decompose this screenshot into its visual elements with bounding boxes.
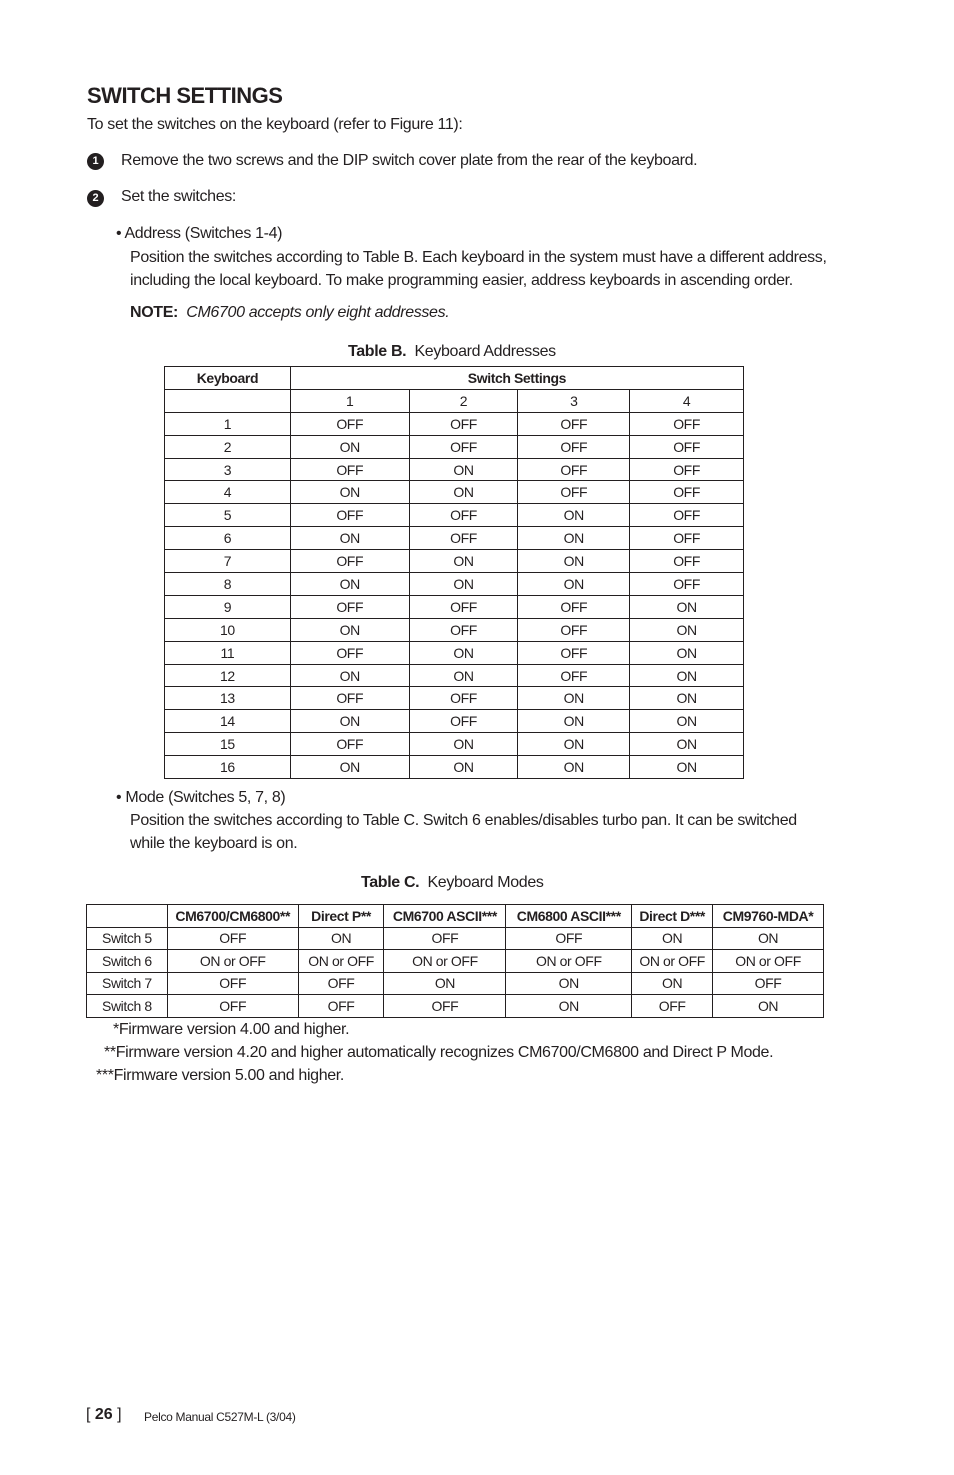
switch-setting-cell: ON xyxy=(409,481,518,504)
keyboard-modes-table xyxy=(86,904,824,1018)
mode-description-line-2: while the keyboard is on. xyxy=(130,835,298,852)
table-c-caption xyxy=(361,874,544,892)
table-row xyxy=(87,995,824,1018)
switch-setting-cell: OFF xyxy=(409,435,518,458)
mode-setting-cell: ON or OFF xyxy=(167,950,298,973)
switch-setting-cell: OFF xyxy=(518,641,630,664)
mode-setting-cell: ON xyxy=(506,972,632,995)
keyboard-address-cell: 2 xyxy=(165,435,291,458)
table-row xyxy=(165,641,744,664)
switch-setting-cell: OFF xyxy=(518,412,630,435)
keyboard-address-cell: 7 xyxy=(165,550,291,573)
switch-setting-cell: OFF xyxy=(630,550,744,573)
switch-number-header: 4 xyxy=(630,389,744,412)
switch-setting-cell: OFF xyxy=(409,527,518,550)
mode-setting-cell: OFF xyxy=(298,972,384,995)
table-b-caption-text: Keyboard Addresses xyxy=(414,343,556,360)
table-row xyxy=(165,412,744,435)
keyboard-address-cell: 4 xyxy=(165,481,291,504)
keyboard-address-cell: 13 xyxy=(165,687,291,710)
keyboard-address-cell: 11 xyxy=(165,641,291,664)
table-row xyxy=(165,435,744,458)
address-description-line-1: Position the switches according to Table B. Each keyboard in the system must have a different address, xyxy=(130,249,827,266)
switch-setting-cell: OFF xyxy=(290,733,409,756)
footnote-1: *Firmware version 4.00 and higher. xyxy=(113,1021,350,1038)
step-2-number-icon: 2 xyxy=(87,190,104,207)
switch-setting-cell: ON xyxy=(290,664,409,687)
switch-setting-cell: ON xyxy=(630,710,744,733)
table-row xyxy=(165,504,744,527)
keyboard-address-cell: 5 xyxy=(165,504,291,527)
address-description-line-2: including the local keyboard. To make programming easier, address keyboards in ascending order. xyxy=(130,272,793,289)
mode-bullet: • Mode (Switches 5, 7, 8) xyxy=(116,789,286,806)
page-bracket-close: ] xyxy=(117,1406,122,1423)
switch-setting-cell: ON xyxy=(630,733,744,756)
switch-setting-cell: OFF xyxy=(409,618,518,641)
table-row xyxy=(165,527,744,550)
keyboard-address-cell: 1 xyxy=(165,412,291,435)
switch-setting-cell: OFF xyxy=(290,641,409,664)
table-c-caption-text: Keyboard Modes xyxy=(427,874,544,891)
keyboard-address-cell: 9 xyxy=(165,595,291,618)
switch-setting-cell: OFF xyxy=(409,710,518,733)
switch-label-cell: Switch 5 xyxy=(87,927,168,950)
table-b-header-row xyxy=(165,367,744,390)
table-row xyxy=(87,927,824,950)
table-cell xyxy=(165,389,291,412)
keyboard-address-cell: 6 xyxy=(165,527,291,550)
keyboard-address-cell: 16 xyxy=(165,756,291,779)
mode-setting-cell: OFF xyxy=(632,995,713,1018)
switch-setting-cell: OFF xyxy=(518,481,630,504)
switch-setting-cell: ON xyxy=(409,664,518,687)
switch-setting-cell: OFF xyxy=(290,504,409,527)
mode-setting-cell: OFF xyxy=(384,995,506,1018)
step-1-text: Remove the two screws and the DIP switch cover plate from the rear of the keyboard. xyxy=(121,152,698,169)
footnote-2: **Firmware version 4.20 and higher automatically recognizes CM6700/CM6800 and Direct P Mode. xyxy=(104,1044,774,1061)
switch-setting-cell: ON xyxy=(630,618,744,641)
table-row xyxy=(165,573,744,596)
mode-setting-cell: OFF xyxy=(167,995,298,1018)
switch-setting-cell: OFF xyxy=(630,527,744,550)
switch-setting-cell: OFF xyxy=(518,595,630,618)
table-c-header-row xyxy=(87,905,824,928)
table-row xyxy=(165,458,744,481)
switch-setting-cell: ON xyxy=(290,710,409,733)
switch-setting-cell: ON xyxy=(630,664,744,687)
switch-setting-cell: OFF xyxy=(630,504,744,527)
address-bullet: • Address (Switches 1-4) xyxy=(116,225,283,242)
switch-setting-cell: OFF xyxy=(409,687,518,710)
mode-setting-cell: ON xyxy=(384,972,506,995)
mode-setting-cell: OFF xyxy=(167,927,298,950)
table-row xyxy=(165,550,744,573)
mode-setting-cell: OFF xyxy=(298,995,384,1018)
note xyxy=(130,303,449,323)
switch-setting-cell: OFF xyxy=(409,504,518,527)
mode-setting-cell: ON xyxy=(632,927,713,950)
switch-number-header: 2 xyxy=(409,389,518,412)
mode-setting-cell: OFF xyxy=(167,972,298,995)
switch-label-cell: Switch 7 xyxy=(87,972,168,995)
switch-setting-cell: ON xyxy=(518,756,630,779)
step-2-text: Set the switches: xyxy=(121,188,236,205)
switch-setting-cell: OFF xyxy=(630,412,744,435)
manual-reference: Pelco Manual C527M-L (3/04) xyxy=(144,1410,296,1424)
switch-setting-cell: OFF xyxy=(630,458,744,481)
table-row xyxy=(87,950,824,973)
keyboard-address-cell: 8 xyxy=(165,573,291,596)
switch-setting-cell: OFF xyxy=(518,458,630,481)
mode-setting-cell: ON xyxy=(632,972,713,995)
switch-setting-cell: ON xyxy=(409,458,518,481)
keyboard-column-header: Keyboard xyxy=(165,367,291,390)
table-row xyxy=(165,733,744,756)
table-b-caption-label: Table B. xyxy=(348,343,407,360)
switch-setting-cell: ON xyxy=(409,573,518,596)
note-text: CM6700 accepts only eight addresses. xyxy=(186,304,450,321)
table-c-caption-label: Table C. xyxy=(361,874,420,891)
keyboard-address-cell: 12 xyxy=(165,664,291,687)
table-corner-cell xyxy=(87,905,168,928)
switch-label-cell: Switch 8 xyxy=(87,995,168,1018)
switch-setting-cell: ON xyxy=(518,733,630,756)
switch-setting-cell: ON xyxy=(290,481,409,504)
switch-setting-cell: ON xyxy=(409,641,518,664)
switch-setting-cell: ON xyxy=(290,573,409,596)
switch-setting-cell: OFF xyxy=(290,595,409,618)
mode-setting-cell: ON or OFF xyxy=(384,950,506,973)
switch-setting-cell: ON xyxy=(290,756,409,779)
footnote-3: ***Firmware version 5.00 and higher. xyxy=(96,1067,344,1084)
table-b-caption xyxy=(348,343,556,361)
switch-setting-cell: OFF xyxy=(290,550,409,573)
switch-setting-cell: OFF xyxy=(630,481,744,504)
page-bracket-open: [ xyxy=(86,1406,91,1423)
page-number xyxy=(86,1406,122,1424)
switch-setting-cell: OFF xyxy=(409,595,518,618)
keyboard-address-cell: 15 xyxy=(165,733,291,756)
switch-setting-cell: ON xyxy=(518,710,630,733)
mode-column-header: CM6700 ASCII*** xyxy=(384,905,506,928)
switch-setting-cell: ON xyxy=(409,756,518,779)
switch-setting-cell: ON xyxy=(630,595,744,618)
table-row xyxy=(165,664,744,687)
switch-setting-cell: ON xyxy=(290,618,409,641)
mode-description-line-1: Position the switches according to Table C. Switch 6 enables/disables turbo pan. It can be switched xyxy=(130,812,797,829)
switch-settings-column-header: Switch Settings xyxy=(290,367,743,390)
table-row xyxy=(165,618,744,641)
switch-setting-cell: OFF xyxy=(518,618,630,641)
switch-setting-cell: OFF xyxy=(630,573,744,596)
mode-column-header: CM6800 ASCII*** xyxy=(506,905,632,928)
switch-label-cell: Switch 6 xyxy=(87,950,168,973)
switch-setting-cell: ON xyxy=(290,435,409,458)
table-row xyxy=(87,972,824,995)
table-row xyxy=(165,481,744,504)
switch-setting-cell: ON xyxy=(518,504,630,527)
table-row xyxy=(165,756,744,779)
switch-setting-cell: OFF xyxy=(518,435,630,458)
mode-setting-cell: OFF xyxy=(506,927,632,950)
section-title: SWITCH SETTINGS xyxy=(87,83,283,108)
mode-column-header: Direct P** xyxy=(298,905,384,928)
switch-setting-cell: ON xyxy=(630,641,744,664)
switch-setting-cell: ON xyxy=(518,573,630,596)
table-row xyxy=(165,710,744,733)
mode-setting-cell: ON or OFF xyxy=(506,950,632,973)
switch-setting-cell: OFF xyxy=(518,664,630,687)
intro-text: To set the switches on the keyboard (refer to Figure 11): xyxy=(87,116,463,133)
mode-setting-cell: OFF xyxy=(384,927,506,950)
switch-setting-cell: OFF xyxy=(290,687,409,710)
mode-column-header: CM9760-MDA* xyxy=(713,905,824,928)
switch-setting-cell: OFF xyxy=(290,458,409,481)
switch-setting-cell: ON xyxy=(409,733,518,756)
table-row xyxy=(165,687,744,710)
keyboard-address-cell: 3 xyxy=(165,458,291,481)
mode-setting-cell: ON or OFF xyxy=(298,950,384,973)
switch-setting-cell: OFF xyxy=(630,435,744,458)
switch-setting-cell: ON xyxy=(518,527,630,550)
switch-number-header: 3 xyxy=(518,389,630,412)
step-1-number-icon: 1 xyxy=(87,153,104,170)
switch-setting-cell: OFF xyxy=(409,412,518,435)
keyboard-address-cell: 14 xyxy=(165,710,291,733)
table-b-switch-number-row xyxy=(165,389,744,412)
mode-setting-cell: ON xyxy=(298,927,384,950)
switch-setting-cell: ON xyxy=(518,687,630,710)
page-number-value: 26 xyxy=(94,1406,113,1423)
switch-setting-cell: ON xyxy=(518,550,630,573)
switch-setting-cell: ON xyxy=(630,756,744,779)
note-label: NOTE: xyxy=(130,304,179,321)
switch-number-header: 1 xyxy=(290,389,409,412)
table-row xyxy=(165,595,744,618)
mode-setting-cell: ON or OFF xyxy=(632,950,713,973)
switch-setting-cell: ON xyxy=(409,550,518,573)
mode-setting-cell: ON xyxy=(713,995,824,1018)
mode-column-header: Direct D*** xyxy=(632,905,713,928)
keyboard-addresses-table xyxy=(164,366,744,779)
mode-setting-cell: OFF xyxy=(713,972,824,995)
switch-setting-cell: OFF xyxy=(290,412,409,435)
mode-setting-cell: ON or OFF xyxy=(713,950,824,973)
switch-setting-cell: ON xyxy=(630,687,744,710)
mode-setting-cell: ON xyxy=(506,995,632,1018)
mode-column-header: CM6700/CM6800** xyxy=(167,905,298,928)
mode-setting-cell: ON xyxy=(713,927,824,950)
switch-setting-cell: ON xyxy=(290,527,409,550)
keyboard-address-cell: 10 xyxy=(165,618,291,641)
